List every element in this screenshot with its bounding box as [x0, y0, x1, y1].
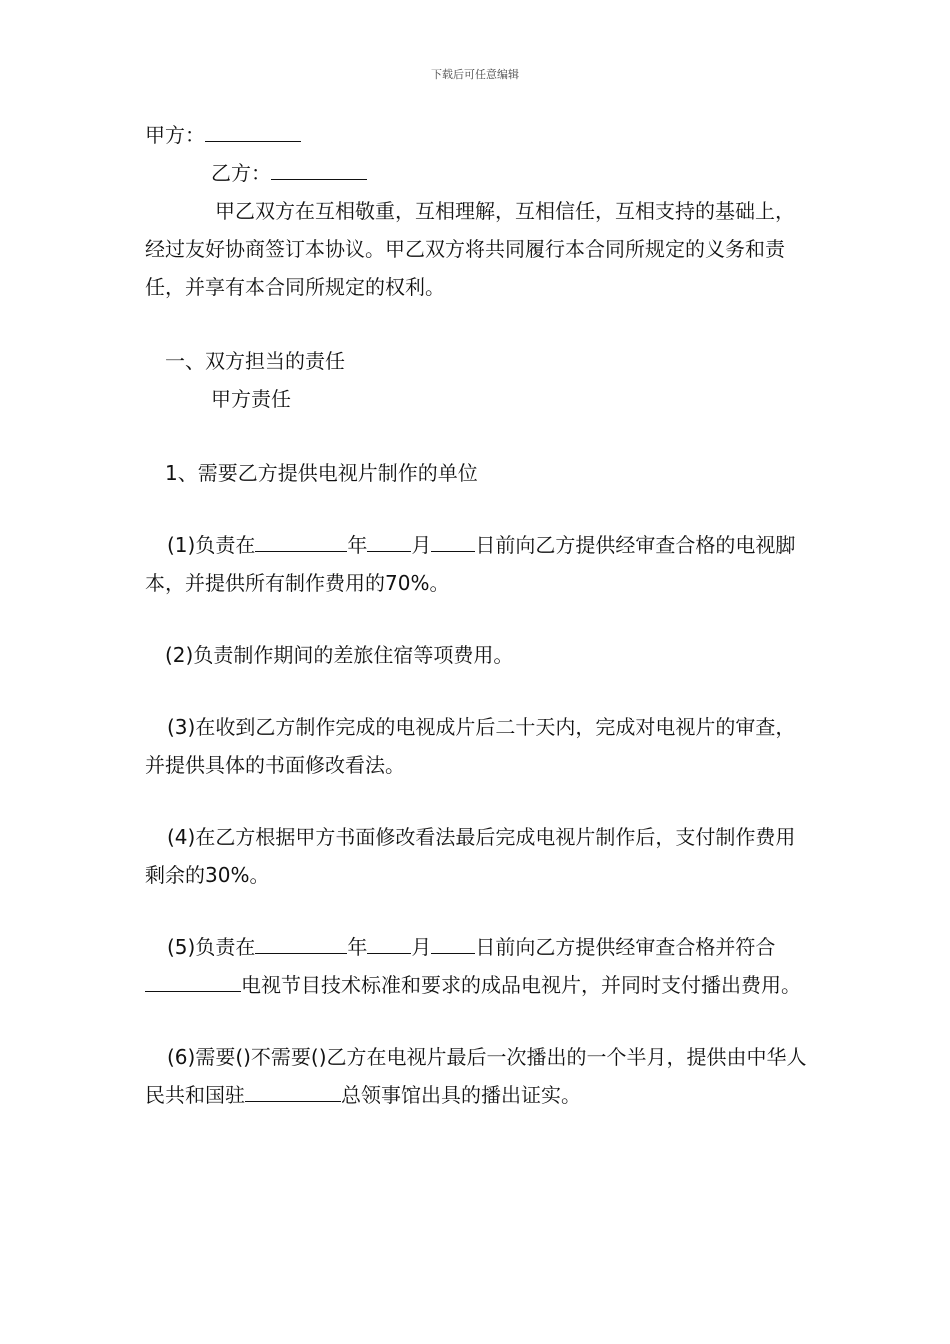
clause-5: (5)负责在 年 月 日前向乙方提供经审查合格并符合电视节目技术标准和要求的成品电视片，并同时支付播出费用。: [145, 928, 810, 1004]
consulate-blank[interactable]: [245, 1077, 341, 1102]
clause-6: (6)需要()不需要()乙方在电视片最后一次播出的一个半月，提供由中华人民共和国驻 总领事馆出具的播出证实。: [145, 1045, 807, 1107]
month-blank[interactable]: [367, 929, 411, 954]
year-blank[interactable]: [255, 929, 347, 954]
party-b-label: 乙方：: [211, 161, 271, 185]
party-a-label: 甲方：: [145, 123, 205, 147]
clause-2: (2)负责制作期间的差旅住宿等项费用。: [165, 643, 514, 667]
month-blank[interactable]: [367, 527, 411, 552]
contract-body: [145, 116, 810, 1114]
day-blank[interactable]: [431, 527, 475, 552]
party-b-blank[interactable]: [271, 155, 367, 180]
clause-3: (3)在收到乙方制作完成的电视成片后二十天内，完成对电视片的审查，并提供具体的书面修改看法。: [145, 715, 796, 777]
party-b-line: [145, 154, 810, 192]
party-a-line: [145, 116, 810, 154]
item-1: 1、需要乙方提供电视片制作的单位: [165, 461, 478, 485]
year-blank[interactable]: [255, 527, 347, 552]
intro-paragraph: 甲乙双方在互相敬重，互相理解，互相信任，互相支持的基础上，经过友好协商签订本协议。甲乙双方将共同履行本合同所规定的义务和责任，并享有本合同所规定的权利。: [145, 199, 795, 299]
clause-1: (1)负责在 年 月 日前向乙方提供经审查合格的电视脚本，并提供所有制作费用的70%。: [145, 526, 810, 602]
clause-4: (4)在乙方根据甲方书面修改看法最后完成电视片制作后，支付制作费用剩余的30%。: [145, 825, 796, 887]
section1-title: 一、双方担当的责任: [165, 349, 345, 373]
party-a-blank[interactable]: [205, 117, 301, 142]
party-a-responsibility-heading: 甲方责任: [211, 387, 291, 411]
day-blank[interactable]: [431, 929, 475, 954]
standard-name-blank[interactable]: [145, 967, 241, 992]
header-note: 下载后可任意编辑: [431, 68, 519, 81]
